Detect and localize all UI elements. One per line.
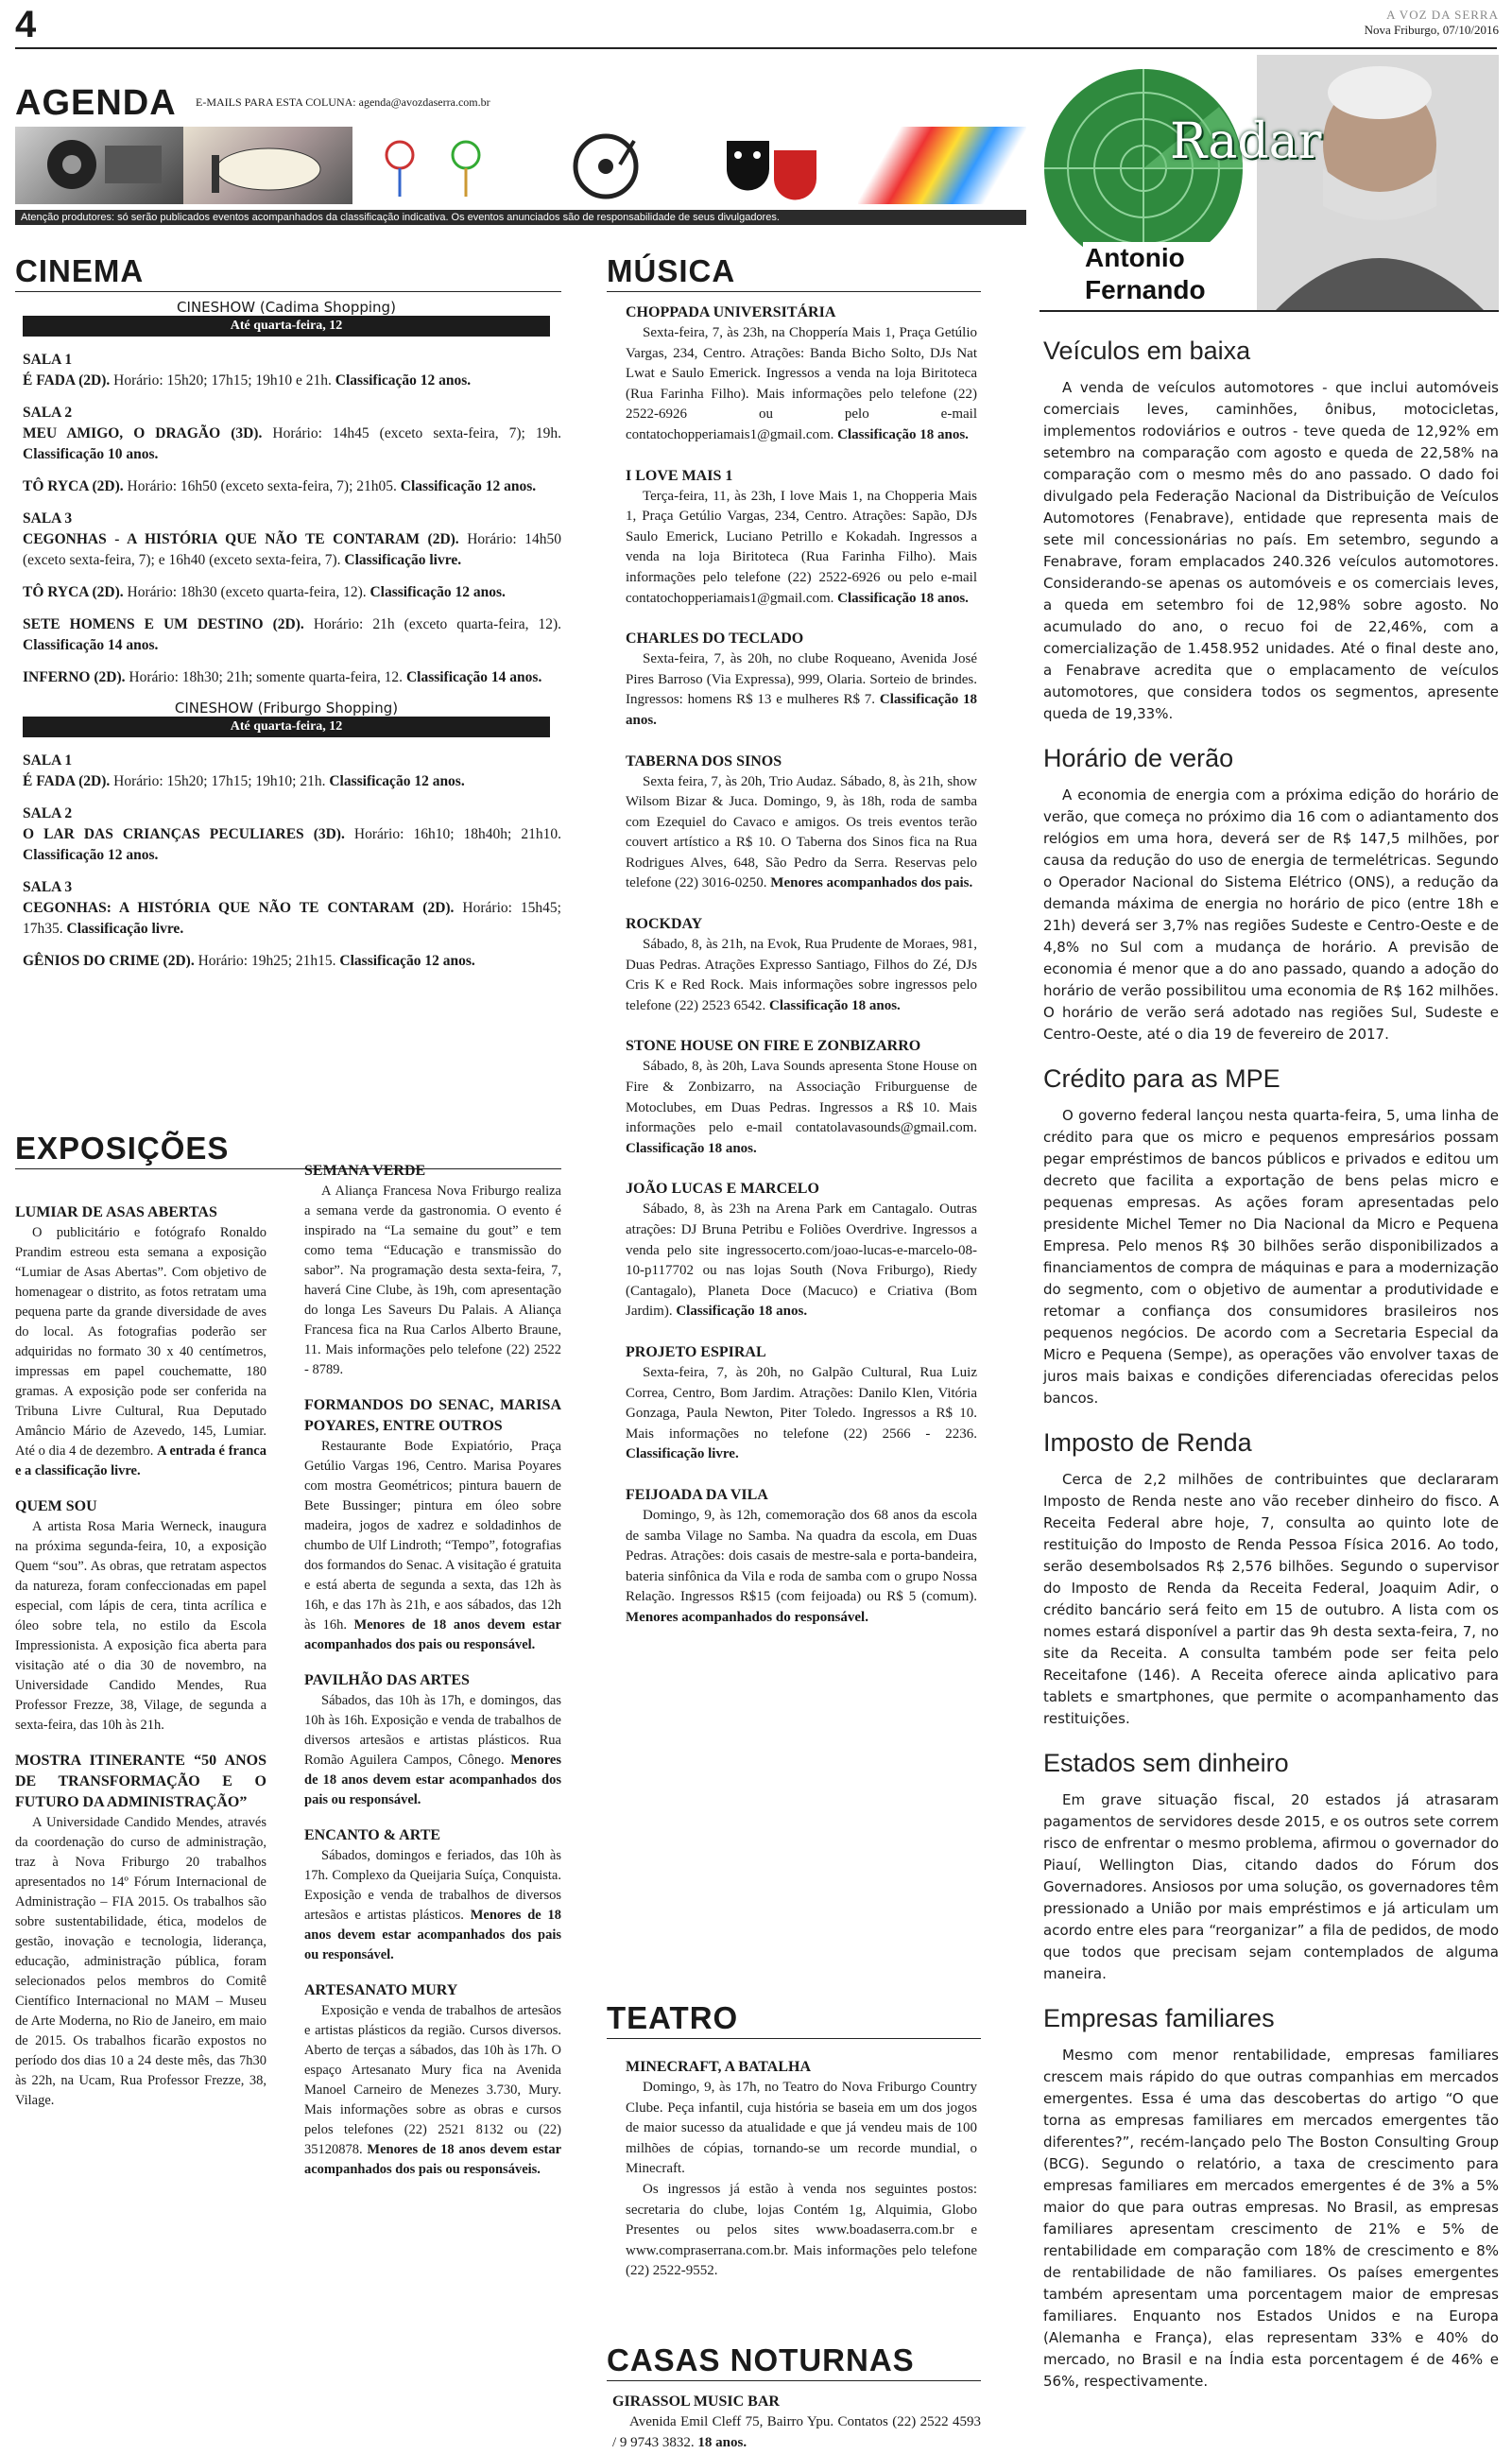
casas-rule xyxy=(607,2380,981,2381)
event-description xyxy=(15,1517,266,1736)
room-label: SALA 2 xyxy=(23,805,73,821)
event-description xyxy=(626,2078,977,2180)
event-text: A Universidade Candido Mendes, através da coordenação do curso de administração, traz à Nova Friburgo 20 trabalhos apresentados no 14º Fórum Internacional de Administração – FIA 2015. Os trabalhos são sobre sustentabilidade, ética, modelos de gestão, inovação e tecnologia, liderança, educação, administração pública, foram selecionados pelos membros do Comitê Científico Internacional no MAM – Museu de Arte Moderna, no Rio de Janeiro, em maio de 2015. Os trabalhos ficarão expostos no período dos dias 10 a 24 deste mês, das 7h30 às 22h, na Ucam, Rua Professor Frezze, 38, Vilage. xyxy=(15,1815,266,2108)
film-entry xyxy=(23,582,561,603)
cinema-section xyxy=(15,253,561,292)
radar-article-text: Mesmo com menor rentabilidade, empresas familiares crescem mais rápido do que outras companhias em mercados emergentes. Essa é uma das descobertas do artigo “O que torna as empresas familiares em mercados emergentes tão diferentes?”, recém-lançado pelo The Boston Consulting Group (BCG). Segundo o relatório, a taxa de crescimento para empresas familiares em mercados emergentes é de 3% a 5% maior do que para outras empresas. No Brasil, as empresas familiares apresentam crescimento de 21% e 5% de rentabilidade em comparação com 18% de crescimento e 8% de rentabilidade de não familiares. Os países emergentes também apresentam uma porcentagem maior de empresas familiares. Enquanto nos Estados Unidos e na Europa (Alemanha e França), elas representam 33% e 40% do mercado, no Brasil e na Índia esta porcentagem é de 46% e 56%, respectivamente. xyxy=(1043,2047,1499,2390)
film-line xyxy=(23,371,561,391)
film-title: O LAR DAS CRIANÇAS PECULIARES (3D). xyxy=(23,826,345,842)
cinema-list-2 xyxy=(23,751,561,972)
film-entry xyxy=(23,804,561,866)
film-schedule: Horário: 14h45 (exceto sexta-feira, 7); 19h. xyxy=(272,425,561,441)
cinema-title: CINEMA xyxy=(15,253,145,288)
film-schedule: Horário: 16h50 (exceto sexta-feira, 7); 21h05. xyxy=(127,478,397,494)
event-text: Sábados, domingos e feriados, das 10h às 17h. Complexo da Queijaria Suíça, Conquista. Exposição e venda de trabalhos de diversos artesãos e artistas plásticos. xyxy=(304,1848,561,1923)
film-title: SETE HOMENS E UM DESTINO (2D). xyxy=(23,616,304,632)
musica-rule xyxy=(607,291,981,292)
exposicoes-column-1 xyxy=(15,1202,266,2126)
cinema-rule xyxy=(15,291,561,292)
event-extra: Os ingressos já estão à venda nos seguintes postos: secretaria do clube, lojas Contém 1g, Alquimia, Globo Presentes ou pelos sites www.boadaserra.com.br e www.compraserrana.com.br. Mais informações pelo telefone (22) 2522-9552. xyxy=(626,2181,977,2279)
film-title: GÊNIOS DO CRIME (2D). xyxy=(23,953,195,969)
radar-article-title: Empresas familiares xyxy=(1043,2004,1275,2032)
event-description xyxy=(612,2412,981,2453)
event-title: CHARLES DO TECLADO xyxy=(626,631,804,648)
event-title: SEMANA VERDE xyxy=(304,1163,426,1179)
event-entry xyxy=(626,1179,977,1322)
film-title: CEGONHAS: A HISTÓRIA QUE NÃO TE CONTARAM (2D). xyxy=(23,900,455,916)
radar-article-text: O governo federal lançou nesta quarta-feira, 5, uma linha de crédito para que os micro e pequenos empresários possam pegar empréstimos de bancos públicos e privados e editou um decreto que facilita a exportação de bens pelas micro e pequenas empresas. As ações foram apresentadas pelo presidente Michel Temer no Dia Nacional da Micro e Pequena Empresa. Pelo menos R$ 30 bilhões serão disponibilizados a financiamentos de compra de máquinas e para a modernização do segmento, com o objetivo de aumentar a produtividade e retomar a confiança dos consumidores brasileiros nos pequenos negócios. De acordo com a Secretaria Especial da Micro e Pequena (Sempe), as operações vão envolver taxas de juros mais baixas e condições diferenciadas oferecidas pelos bancos. xyxy=(1043,1107,1499,1407)
film-entry xyxy=(23,751,561,792)
event-note: Menores de 18 anos devem estar acompanhados dos pais ou responsável. xyxy=(304,1617,561,1652)
cinema-venue-1: CINESHOW (Cadima Shopping) xyxy=(177,299,396,316)
event-entry xyxy=(304,1825,561,1965)
film-schedule: Horário: 18h30 (exceto quarta-feira, 12). xyxy=(127,584,367,600)
film-line xyxy=(23,771,561,792)
event-entry xyxy=(15,1202,266,1481)
producers-notice: Atenção produtores: só serão publicados eventos acompanhados da classificação indicativa. Os eventos anunciados são de responsabilidade de seus divulgadores. xyxy=(15,210,1026,225)
room-label: SALA 2 xyxy=(23,405,73,421)
radar-article-title: Imposto de Renda xyxy=(1043,1428,1252,1457)
film-rating: Classificação 12 anos. xyxy=(23,847,159,863)
event-entry xyxy=(626,466,977,610)
event-text: A Aliança Francesa Nova Friburgo realiza a semana verde da gastronomia. O evento é inspirado na “La semaine du gout” e tem como tema “Educação e transmissão do sabor”. Na programação desta sexta-feira, 7, haverá Cine Clube, às 19h, com apresentação do longa Les Saveurs Du Palais. A Aliança Francesa fica na Rua Carlos Alberto Braune, 11. Mais informações pelo telefone (22) 2522 - 8789. xyxy=(304,1184,561,1377)
event-description xyxy=(15,1223,266,1481)
radar-article-text: A economia de energia com a próxima edição do horário de verão, que começa no próximo dia 16 com o adiantamento dos relógios em uma hora, deverá ser de R$ 147,5 milhões, por causa da redução do uso de energia de termelétricas. Segundo o Operador Nacional do Sistema Elétrico (ONS), a redução da demanda máxima de energia no horário de pico (entre 18h e 21h) deverá ser 3,7% nas regiões Sudeste e Centro-Oeste e de 4,8% no Sul com a mudança de horário. A previsão de economia é menor que a do ano passado, quando a adoção do horário de verão possibilitou uma economia de R$ 162 milhões. O horário de verão será adotado nas regiões Sul, Sudeste e Centro-Oeste, até o dia 19 de fevereiro de 2017. xyxy=(1043,786,1499,1043)
event-text: Exposição e venda de trabalhos de artesãos e artistas plásticos da região. Cursos diversos. Aberto de terças a sábados, das 10h às 17h. O espaço Artesanato Mury fica na Avenida Manoel Carneiro de Menezes 3.730, Mury. Mais informações sobre as obras e cursos pelos telefones (22) 2521 8132 ou (22) 35120878. xyxy=(304,2003,561,2157)
event-note: Classificação 18 anos. xyxy=(769,997,901,1013)
radar-article-title: Horário de verão xyxy=(1043,744,1234,772)
film-rating: Classificação livre. xyxy=(344,552,462,568)
agenda-title: AGENDA xyxy=(15,83,177,123)
event-description xyxy=(626,1057,977,1159)
film-title: MEU AMIGO, O DRAGÃO (3D). xyxy=(23,425,263,441)
film-entry xyxy=(23,667,561,688)
radar-article-title: Estados sem dinheiro xyxy=(1043,1749,1289,1777)
film-line xyxy=(23,529,561,571)
film-entry xyxy=(23,403,561,465)
event-title: STONE HOUSE ON FIRE E ZONBIZARRO xyxy=(626,1038,921,1055)
radar-article xyxy=(1043,1428,1499,1730)
event-text: Domingo, 9, às 17h, no Teatro do Nova Friburgo Country Clube. Peça infantil, cuja história se baseia em um dos jogos de maior sucesso da atualidade e que já vendeu mais de 100 milhões de cópias, tornando-se um recorde mundial, o Minecraft. xyxy=(626,2080,977,2177)
event-description xyxy=(626,935,977,1016)
musica-title: MÚSICA xyxy=(607,253,736,288)
film-schedule: Horário: 21h (exceto quarta-feira, 12). xyxy=(313,616,562,632)
teatro-title: TEATRO xyxy=(607,2000,739,2035)
event-note: Classificação 18 anos. xyxy=(837,426,969,442)
teatro-section xyxy=(607,2000,981,2039)
event-description xyxy=(304,1182,561,1380)
event-entry xyxy=(626,914,977,1016)
film-rating: Classificação 12 anos. xyxy=(335,372,472,389)
event-entry xyxy=(304,1395,561,1655)
kids-drawing-photo xyxy=(352,127,521,204)
columnist-name xyxy=(1083,242,1217,306)
film-schedule: Horário: 15h20; 17h15; 19h10; 21h. xyxy=(113,773,326,789)
event-title: FEIJOADA DA VILA xyxy=(626,1486,768,1503)
casas-title: CASAS NOTURNAS xyxy=(607,2342,915,2377)
event-note: Menores de 18 anos devem estar acompanhados dos pais ou responsáveis. xyxy=(304,2142,562,2177)
event-title: TABERNA DOS SINOS xyxy=(626,752,782,769)
top-rule xyxy=(15,47,1497,49)
event-title: I LOVE MAIS 1 xyxy=(626,467,733,484)
event-note: Classificação 18 anos. xyxy=(676,1304,808,1320)
masthead xyxy=(1365,8,1499,38)
radar-rule xyxy=(1040,310,1499,312)
event-text: O publicitário e fotógrafo Ronaldo Prandim estreou esta semana a exposição “Lumiar de Asas Abertas”. Com objetivo de homenagear o distrito, as fotos retratam uma pequena parte da grande diversidade de aves do local. As fotografias poderão ser adquiridas no formato 30 x 40 centímetros, impressas em papel couchematte, 180 gramas. A exposição pode ser conferida na Tribuna Livre Cultural, Rua Deputado Amâncio Mário de Azevedo, 145, Lumiar. Até o dia 4 de dezembro. xyxy=(15,1225,266,1459)
film-rating: Classificação 14 anos. xyxy=(405,669,542,685)
event-description xyxy=(626,323,977,446)
film-line xyxy=(23,614,561,656)
exposicoes-column-2 xyxy=(304,1161,561,2195)
radar-header xyxy=(1040,55,1499,310)
event-text: Restaurante Bode Expiatório, Praça Getúlio Vargas 196, Centro. Marisa Poyares com mostra Geométricos; pintura bauern de Bete Bussinger; pintura em óleo sobre madeira, jogos de xadrez e soldadinhos de chumbo de Ulf Lindroth; “Tempo”, fotografias dos formandos do Senac. A visitação é gratuita e está aberta de segunda a sexta, das 12h às 16h, e das 17h às 21h, e aos sábados, das 12h às 16h. xyxy=(304,1439,561,1633)
event-description xyxy=(304,1691,561,1810)
paint-brush-photo xyxy=(858,127,1026,204)
event-entry xyxy=(626,1342,977,1465)
film-schedule: Horário: 15h20; 17h15; 19h10 e 21h. xyxy=(113,372,332,389)
event-title: LUMIAR DE ASAS ABERTAS xyxy=(15,1204,217,1220)
event-text: Sexta-feira, 7, às 20h, no Galpão Cultural, Rua Luiz Correa, Centro, Bom Jardim. Atrações: Danilo Klen, Vitória Gonzaga, Paula Newton, Piter Toledo. Ingressos a R$ 10. Mais informações no telefone (22) 2566 - 2236. xyxy=(626,1364,977,1442)
event-note: Classificação 18 anos. xyxy=(837,590,969,606)
radar-article xyxy=(1043,744,1499,1046)
event-entry xyxy=(304,1161,561,1380)
event-title: CHOPPADA UNIVERSITÁRIA xyxy=(626,304,836,320)
photo-strip xyxy=(15,127,1026,204)
film-line xyxy=(23,582,561,603)
event-entry xyxy=(626,1485,977,1629)
turntable-icon xyxy=(521,127,689,204)
film-schedule: Horário: 18h30; 21h; somente quarta-feira, 12. xyxy=(129,669,404,685)
radar-title: Radar xyxy=(1170,113,1322,170)
event-description xyxy=(15,1813,266,2111)
film-rating: Classificação 12 anos. xyxy=(369,584,506,600)
event-text: Sexta-feira, 7, às 23h, na Choppería Mais 1, Praça Getúlio Vargas, 234, Centro. Atrações: Banda Bicho Solto, DJs Nat Lwat e Saulo Emerick. Ingressos a venda na loja Biritoteca (Rua Farinha Filho). Mais informações pelo telefone (22) 2522-6926 ou pelo e-mail contatochopperiamais1@gmail.com. xyxy=(626,325,977,442)
radar-article-title: Veículos em baixa xyxy=(1043,337,1251,365)
room-label: SALA 3 xyxy=(23,510,73,527)
radar-article xyxy=(1043,1749,1499,1985)
film-rating: Classificação livre. xyxy=(66,921,184,937)
event-note: Classificação 18 anos. xyxy=(626,1140,757,1156)
film-entry xyxy=(23,350,561,391)
date-line: Nova Friburgo, 07/10/2016 xyxy=(1364,23,1499,37)
cinema-date-bar-2: Até quarta-feira, 12 xyxy=(23,717,550,737)
film-entry xyxy=(23,476,561,497)
event-title: PAVILHÃO DAS ARTES xyxy=(304,1672,470,1688)
event-note: Menores de 18 anos devem estar acompanhados dos pais ou responsável. xyxy=(304,1753,562,1807)
film-rating: Classificação 12 anos. xyxy=(329,773,465,789)
event-title: GIRASSOL MUSIC BAR xyxy=(612,2394,780,2410)
event-entry xyxy=(626,629,977,731)
film-schedule: Horário: 19h25; 21h15. xyxy=(198,953,336,969)
columnist-first-name: Antonio xyxy=(1085,243,1185,272)
film-schedule: Horário: 16h10; 18h40h; 21h10. xyxy=(353,826,562,842)
event-entry xyxy=(304,1670,561,1810)
event-note: Menores acompanhados dos pais. xyxy=(770,875,973,891)
exposicoes-title: EXPOSIÇÕES xyxy=(15,1131,230,1166)
event-title: ENCANTO & ARTE xyxy=(304,1827,441,1843)
event-title: PROJETO ESPIRAL xyxy=(626,1343,766,1360)
event-description xyxy=(626,772,977,895)
radar-article xyxy=(1043,337,1499,725)
film-rating: Classificação 14 anos. xyxy=(23,637,159,653)
event-description xyxy=(626,487,977,610)
film-title: TÔ RYCA (2D). xyxy=(23,584,124,600)
event-title: ARTESANATO MURY xyxy=(304,1982,458,1998)
columnist-last-name: Fernando xyxy=(1085,275,1206,304)
radar-article-text: A venda de veículos automotores - que inclui automóveis comerciais leves, caminhões, ônibus, motocicletas, implementos rodoviários e outros - teve queda de 12,92% em setembro na comparação com agosto e queda de 22,58% na comparação com o mesmo mês do ano passado. O dado foi divulgado pela Federação Nacional da Distribuição de Veículos Automotores (Fenabrave), entidade que representa mais de sete mil concessionárias no país. Em setembro, segundo a Fenabrave, foram emplacados 240.326 veículos automotores. Considerando-se apenas os automóveis e os comerciais leves, a queda em setembro foi de 12,98% sobre agosto. No acumulado do ano, o recuo foi de 22,46%, com a comercialização de 1.458.952 unidades. Até o final deste ano, a Fenabrave acredita que o emplacamento de veículos automotores, que considera todos os segmentos, apresente queda de 19,33%. xyxy=(1043,379,1499,722)
event-text: Sábados, das 10h às 17h, e domingos, das 10h às 16h. Exposição e venda de trabalhos de diversos artesãos e artistas plásticos. Rua Romão Aguilera Campos, Cônego. xyxy=(304,1693,561,1768)
film-rating: Classificação 12 anos. xyxy=(400,478,537,494)
cinema-list-1 xyxy=(23,350,561,688)
film-title: É FADA (2D). xyxy=(23,773,111,789)
film-rating: Classificação 12 anos. xyxy=(339,953,475,969)
theater-masks-icon xyxy=(689,127,857,204)
teatro-rule xyxy=(607,2038,981,2039)
page-number: 4 xyxy=(15,4,37,45)
event-text: Sábado, 8, às 21h, na Evok, Rua Prudente de Moraes, 981, Duas Pedras. Atrações Expresso Santiago, Filhos do Zé, DJs Cris K e Red Rock. Mais informações sobre ingressos pelo telefone (22) 2523 6542. xyxy=(626,937,977,1013)
event-text: Avenida Emil Cleff 75, Bairro Ypu. Contatos (22) 2522 4593 / 9 9743 3832. xyxy=(612,2414,981,2450)
casas-listings xyxy=(612,2392,981,2454)
radar-article-title: Crédito para as MPE xyxy=(1043,1064,1280,1093)
event-note: Menores de 18 anos devem estar acompanhados dos pais ou responsável. xyxy=(304,1908,561,1962)
event-text: Sexta-feira, 7, às 20h, no clube Roqueano, Avenida José Pires Barroso (Via Expressa), 999, Olaria. Sorteio de brindes. Ingressos: homens R$ 13 e mulheres R$ 7. xyxy=(626,651,977,708)
event-title: JOÃO LUCAS E MARCELO xyxy=(626,1181,819,1198)
musica-section xyxy=(607,253,981,292)
event-entry xyxy=(15,1751,266,2111)
event-note: Menores acompanhados do responsável. xyxy=(626,1609,868,1625)
event-text: Terça-feira, 11, às 23h, I love Mais 1, na Chopperia Mais 1, Praça Getúlio Vargas, 234, Centro. Atrações: Sapão, DJs Saulo Emerick, Luciano Petrillo e Kokadah. Ingressos a venda na loja Biritoteca (Rua Farinha Filho). Mais informações pelo telefone (22) 2522-6926 ou pelo e-mail contatochopperiamais1@gmail.com. xyxy=(626,488,977,606)
event-entry xyxy=(626,2057,977,2282)
event-description xyxy=(304,2001,561,2180)
music-photo xyxy=(183,127,352,204)
event-title: MINECRAFT, A BATALHA xyxy=(626,2059,812,2075)
event-text: Sexta feira, 7, às 20h, Trio Audaz. Sábado, 8, às 21h, show Wilsom Bizar & Juca. Domingo, 9, às 18h, roda de samba com Ezequiel do Cavaco e amigos. Os treis eventos terão couvert artístico a R$ 10. O Taberna dos Sinos fica na Rua Rodrigues Alves, 648, São Pedro da Serra. Reservas pelo telefone (22) 3016-0250. xyxy=(626,773,977,891)
agenda-emails: E-MAILS PARA ESTA COLUNA: agenda@avozdaserra.com.br xyxy=(196,95,490,109)
room-label: SALA 1 xyxy=(23,352,73,368)
event-entry xyxy=(304,1980,561,2180)
casas-section xyxy=(607,2342,981,2381)
radar-article xyxy=(1043,1064,1499,1409)
event-title: FORMANDOS DO SENAC, MARISA POYARES, ENTRE OUTROS xyxy=(304,1397,561,1434)
film-title: É FADA (2D). xyxy=(23,372,111,389)
film-line xyxy=(23,898,561,940)
event-description xyxy=(626,1506,977,1629)
cinema-venue-2: CINESHOW (Friburgo Shopping) xyxy=(174,700,399,717)
event-note: 18 anos. xyxy=(697,2434,747,2450)
cinema-listings xyxy=(23,299,561,983)
radar-article-text: Em grave situação fiscal, 20 estados já atrasaram pagamentos de servidores desde 2015, e os outros sete correm risco de enfrentar o mesmo problema, afirmou o governador do Piauí, Wellington Dias, citando dados do Fórum dos Governadores. Ansiosos por uma solução, os governadores têm pressionado a União por mais empréstimos e já articulam um acordo entre eles para “reorganizar” a fila de pedidos, de modo que todos que precisam sejam contemplados de alguma maneira. xyxy=(1043,1791,1499,1982)
teatro-listings xyxy=(626,2057,977,2291)
room-label: SALA 3 xyxy=(23,879,73,895)
event-title: QUEM SOU xyxy=(15,1498,97,1514)
film-line xyxy=(23,951,561,972)
event-description xyxy=(626,1200,977,1322)
event-text: Sábado, 8, às 20h, Lava Sounds apresenta Stone House on Fire & Zonbizarro, na Associação Friburguense de Motoclubes, em Duas Pedras. Ingressos a R$ 10. Mais informações pelo e-mail contatolavasounds@gmail.com. xyxy=(626,1059,977,1136)
film-line xyxy=(23,824,561,866)
event-entry xyxy=(15,1496,266,1736)
film-entry xyxy=(23,877,561,940)
event-description xyxy=(626,649,977,731)
event-entry xyxy=(626,752,977,895)
event-description xyxy=(304,1846,561,1965)
event-description xyxy=(304,1437,561,1655)
film-schedule: Horário: 15h45; 17h35. xyxy=(23,900,561,937)
radar-article xyxy=(1043,2004,1499,2393)
event-entry xyxy=(626,1036,977,1159)
radar-articles xyxy=(1043,337,1499,2411)
film-title: TÔ RYCA (2D). xyxy=(23,478,124,494)
film-entry xyxy=(23,614,561,656)
event-entry xyxy=(612,2392,981,2453)
film-schedule: Horário: 14h50 (exceto sexta-feira, 7); e 16h40 (exceto sexta-feira, 7). xyxy=(23,531,561,568)
event-note: Classificação livre. xyxy=(626,1446,739,1462)
film-entry xyxy=(23,951,561,972)
event-text: Domingo, 9, às 12h, comemoração dos 68 anos da escola de samba Vilage no Samba. Na quadra da escola, em Duas Pedras. Atrações: dois casais de mestre-sala e porta-bandeira, bateria sinfônica da Vila e roda de samba com o grupo Nossa Relação. Ingressos R$15 (com feijoada) ou R$ 5 (comum). xyxy=(626,1507,977,1605)
event-title: ROCKDAY xyxy=(626,916,703,933)
event-text: A artista Rosa Maria Werneck, inaugura na próxima segunda-feira, 10, a exposição Quem “sou”. As obras, que retratam aspectos da natureza, foram confeccionadas em papel especial, com lápis de cera, tinta acrílica e óleo sobre tela, no estilo da Escola Impressionista. A exposição fica aberta para visitação até o dia 30 de novembro, na Universidade Candido Mendes, Rua Professor Frezze, 38, Vilage, de segunda a sexta-feira, das 10h às 21h. xyxy=(15,1519,266,1733)
film-line xyxy=(23,476,561,497)
room-label: SALA 1 xyxy=(23,752,73,769)
musica-listings xyxy=(626,302,977,1649)
film-rating: Classificação 10 anos. xyxy=(23,446,159,462)
event-description xyxy=(626,1363,977,1465)
event-text: Sábado, 8, às 23h na Arena Park em Cantagalo. Outras atrações: DJ Bruna Petribu e Foliões Overdrive. Ingressos a venda pelo site ingressocerto.com/joao-lucas-e-marcelo-08-10-p117702 ou nas lojas South (Nova Friburgo), Riedy (Cantagalo), Planeta Doce (Macuco) e Criativa (Bom Jardim). xyxy=(626,1201,977,1320)
event-note: A entrada é franca e a classificação livre. xyxy=(15,1443,266,1478)
event-title: MOSTRA ITINERANTE “50 ANOS DE TRANSFORMAÇÃO E O FUTURO DA ADMINISTRAÇÃO” xyxy=(15,1753,266,1810)
event-entry xyxy=(626,302,977,446)
cinema-photo xyxy=(15,127,183,204)
publication-name: A VOZ DA SERRA xyxy=(1386,8,1499,22)
radar-article-text: Cerca de 2,2 milhões de contribuintes que declararam Imposto de Renda neste ano vão receber dinheiro do fisco. A Receita Federal abre hoje, 7, consulta ao quinto lote de restituição do Imposto de Renda Pessoa Física 2016. Ao todo, serão desembolsados R$ 2,576 bilhões. Segundo o supervisor do Imposto de Renda da Receita Federal, Joaquim Adir, o crédito bancário será feito em 15 de outubro. A lista com os nomes estará disponível a partir das 9h desta sexta-feira, 7, no site da Receita. A consulta também pode ser feita pelo Receitafone (146). A Receita oferece ainda aplicativo para tablets e smartphones, que permite o acompanhamento das restituições. xyxy=(1043,1471,1499,1727)
event-note: Classificação 18 anos. xyxy=(626,692,978,728)
film-line xyxy=(23,423,561,465)
film-entry xyxy=(23,509,561,571)
film-title: INFERNO (2D). xyxy=(23,669,126,685)
film-line xyxy=(23,667,561,688)
cinema-date-bar-1: Até quarta-feira, 12 xyxy=(23,316,550,337)
film-title: CEGONHAS - A HISTÓRIA QUE NÃO TE CONTARAM (2D). xyxy=(23,531,459,547)
